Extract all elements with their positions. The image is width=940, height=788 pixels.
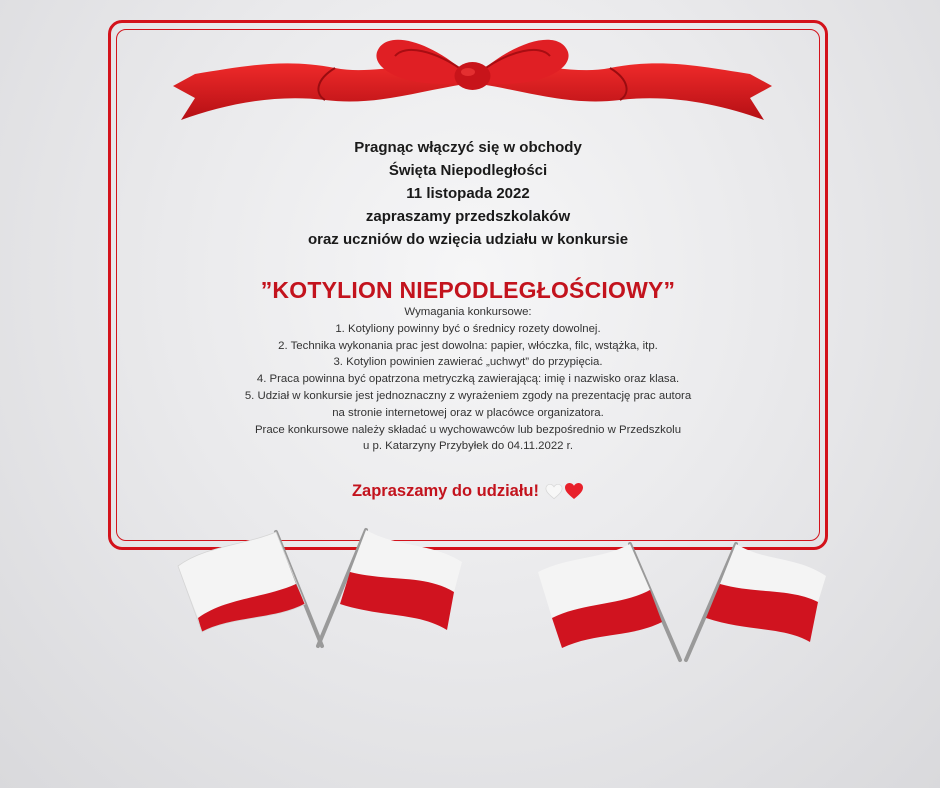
- intro-line: 11 listopada 2022: [406, 185, 530, 202]
- invite-text: Zapraszamy do udziału!: [351, 482, 540, 501]
- requirements-line: 1. Kotyliony powinny być o średnicy rozety dowolnej.: [335, 322, 601, 335]
- requirements-line: 4. Praca powinna być opatrzona metryczką zawierającą: imię i nazwisko oraz klasa.: [256, 373, 680, 386]
- polish-flag-icon: [686, 544, 826, 660]
- intro-line: Pragnąc włączyć się w obchody: [354, 139, 582, 156]
- intro-line: oraz uczniów do wzięcia udziału w konkursie: [307, 231, 629, 248]
- requirements-line: u p. Katarzyny Przybyłek do 04.11.2022 r.: [362, 440, 573, 453]
- hearts: [545, 482, 584, 500]
- poster-content: [118, 136, 818, 503]
- contest-title: ”KOTYLION NIEPODLEGŁOŚCIOWY”: [260, 277, 676, 303]
- requirements-line: 5. Udział w konkursie jest jednoznaczny z wyrażeniem zgody na prezentację prac autora: [244, 389, 692, 402]
- polish-flag-icon: [538, 544, 680, 660]
- intro-text: [118, 136, 818, 251]
- invite-line: [118, 479, 818, 503]
- requirements-line: 3. Kotylion powinien zawierać „uchwyt” do przypięcia.: [333, 356, 603, 369]
- white-heart-icon: [545, 483, 563, 500]
- requirements-line: Prace konkursowe należy składać u wychowawców lub bezpośrednio w Przedszkolu: [254, 423, 682, 436]
- requirements-text: [118, 304, 818, 455]
- red-heart-icon: [564, 482, 584, 500]
- intro-line: zapraszamy przedszkolaków: [365, 208, 571, 225]
- requirements-line: 2. Technika wykonania prac jest dowolna: papier, włóczka, filc, wstążka, itp.: [278, 339, 658, 352]
- intro-line: Święta Niepodległości: [388, 162, 548, 179]
- requirements-line: na stronie internetowej oraz w placówce organizatora.: [332, 406, 604, 419]
- requirements-line: Wymagania konkursowe:: [404, 306, 532, 318]
- red-ribbon-bow-icon: [165, 28, 780, 133]
